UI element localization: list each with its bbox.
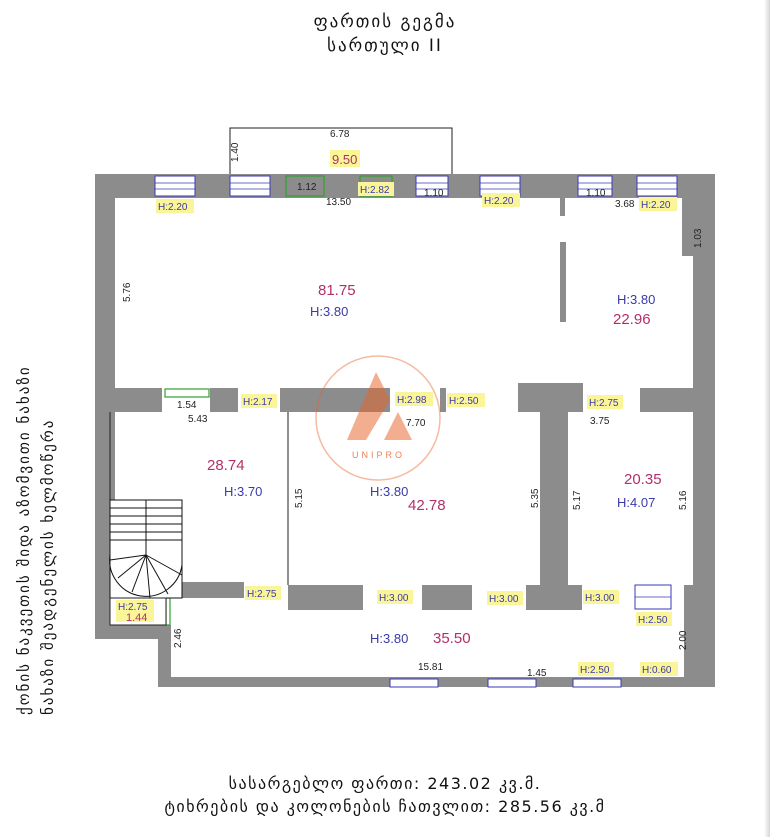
wall-low-3 xyxy=(182,582,244,598)
sidebar-line-2: ნახაზი შეადგენელის ხელმოწერა xyxy=(39,418,57,715)
room-area-label: 81.75 xyxy=(318,282,356,299)
dim-left-mid-height: 5.15 xyxy=(294,488,305,508)
floor-label: სართული II xyxy=(327,36,443,56)
opening-tag: H:2.75 xyxy=(247,589,277,600)
room-height-label: H:3.80 xyxy=(370,631,409,646)
opening-tag: H:3.00 xyxy=(379,593,409,604)
opening-tag: H:2.17 xyxy=(243,397,273,408)
sidebar-line-1: ქონის ნაკვეთის შიდა აზომვითი ნახაზი xyxy=(15,365,33,715)
staircase xyxy=(110,500,182,598)
dim-balcony-width: 6.78 xyxy=(330,129,350,140)
opening-tags xyxy=(156,193,678,676)
dim-right-room-left: 5.17 xyxy=(572,490,583,510)
room-height-label: H:2.75 xyxy=(118,602,148,613)
wall-stub-1 xyxy=(560,198,565,216)
opening-tag: H:0.60 xyxy=(642,665,672,676)
dim-balcony-depth: 1.40 xyxy=(230,142,241,162)
room-height-label: H:4.07 xyxy=(617,495,656,510)
room-height-label: H:3.80 xyxy=(370,484,409,499)
opening-tag: H:2.20 xyxy=(484,196,514,207)
wall-pier xyxy=(330,184,354,198)
page-edge xyxy=(764,0,770,837)
opening-tag: H:3.00 xyxy=(585,593,615,604)
dim-bottom-win: 1.45 xyxy=(527,668,547,679)
dim-top-wall: 13.50 xyxy=(326,197,352,208)
room-height-label: H:3.80 xyxy=(617,292,656,307)
opening-tag: H:2.50 xyxy=(580,665,610,676)
room-area-label: 28.74 xyxy=(207,457,245,474)
wall-col-base xyxy=(526,585,582,610)
room-area-label: 20.35 xyxy=(624,471,662,488)
dim-mid-right: 3.75 xyxy=(590,416,610,427)
dim-win-a: 1.12 xyxy=(297,182,317,193)
dim-stair-height: 2.46 xyxy=(173,628,184,648)
dim-top-right: 3.68 xyxy=(615,199,635,210)
room-area-label: 35.50 xyxy=(433,630,471,647)
room-height-label: H:3.80 xyxy=(310,304,349,319)
dim-win-c: 1.10 xyxy=(586,188,606,199)
wall-mid-6 xyxy=(640,388,715,412)
dim-bottom-right: 2.00 xyxy=(678,630,689,650)
dim-mid-left: 1.54 xyxy=(177,400,197,411)
wall-low-2 xyxy=(422,585,472,610)
wall-mid-1 xyxy=(110,388,162,412)
opening-tag: H:2.98 xyxy=(397,395,427,406)
watermark-text: UNIPRO xyxy=(352,450,406,460)
usable-area-text: სასარგებლო ფართი: 243.02 კვ.მ. xyxy=(228,774,542,793)
wall-stub-2 xyxy=(682,198,693,256)
dim-bottom-len: 15.81 xyxy=(418,662,444,673)
room-area-label: 22.96 xyxy=(613,311,651,328)
opening-tag: H:2.20 xyxy=(641,200,671,211)
dim-left-upper: 5.76 xyxy=(122,282,133,302)
room-area-label: 9.50 xyxy=(332,152,358,167)
opening-tag: H:2.50 xyxy=(449,396,479,407)
dim-win-b: 1.10 xyxy=(424,188,444,199)
wall-partition xyxy=(560,242,566,322)
dim-mid-center: 7.70 xyxy=(406,418,426,429)
wall-low-1 xyxy=(288,585,363,610)
dim-mid-left2: 5.43 xyxy=(188,414,208,425)
dim-right-upper: 1.03 xyxy=(693,228,704,248)
dim-right-room-right: 5.16 xyxy=(678,490,689,510)
windows-top xyxy=(155,176,677,687)
opening-tag: H:2.75 xyxy=(589,398,619,409)
opening-tag: H:2.20 xyxy=(158,202,188,213)
room-height-label: H:2.82 xyxy=(360,185,390,196)
wall-mid-2 xyxy=(210,388,238,412)
opening-tag: H:3.00 xyxy=(489,594,519,605)
room-area-label: 42.78 xyxy=(408,497,446,514)
plan-title: ფართის გეგმა xyxy=(313,12,457,32)
opening-tag: H:2.50 xyxy=(638,615,668,626)
wall-mid-4 xyxy=(440,388,446,412)
total-area-text: ტიხრების და კოლონების ჩათვლით: 285.56 კვ.მ xyxy=(164,797,606,816)
room-height-label: H:3.70 xyxy=(224,484,263,499)
column xyxy=(540,405,568,610)
dim-col-height: 5.35 xyxy=(530,488,541,508)
room-area-label: 1.44 xyxy=(126,612,148,624)
